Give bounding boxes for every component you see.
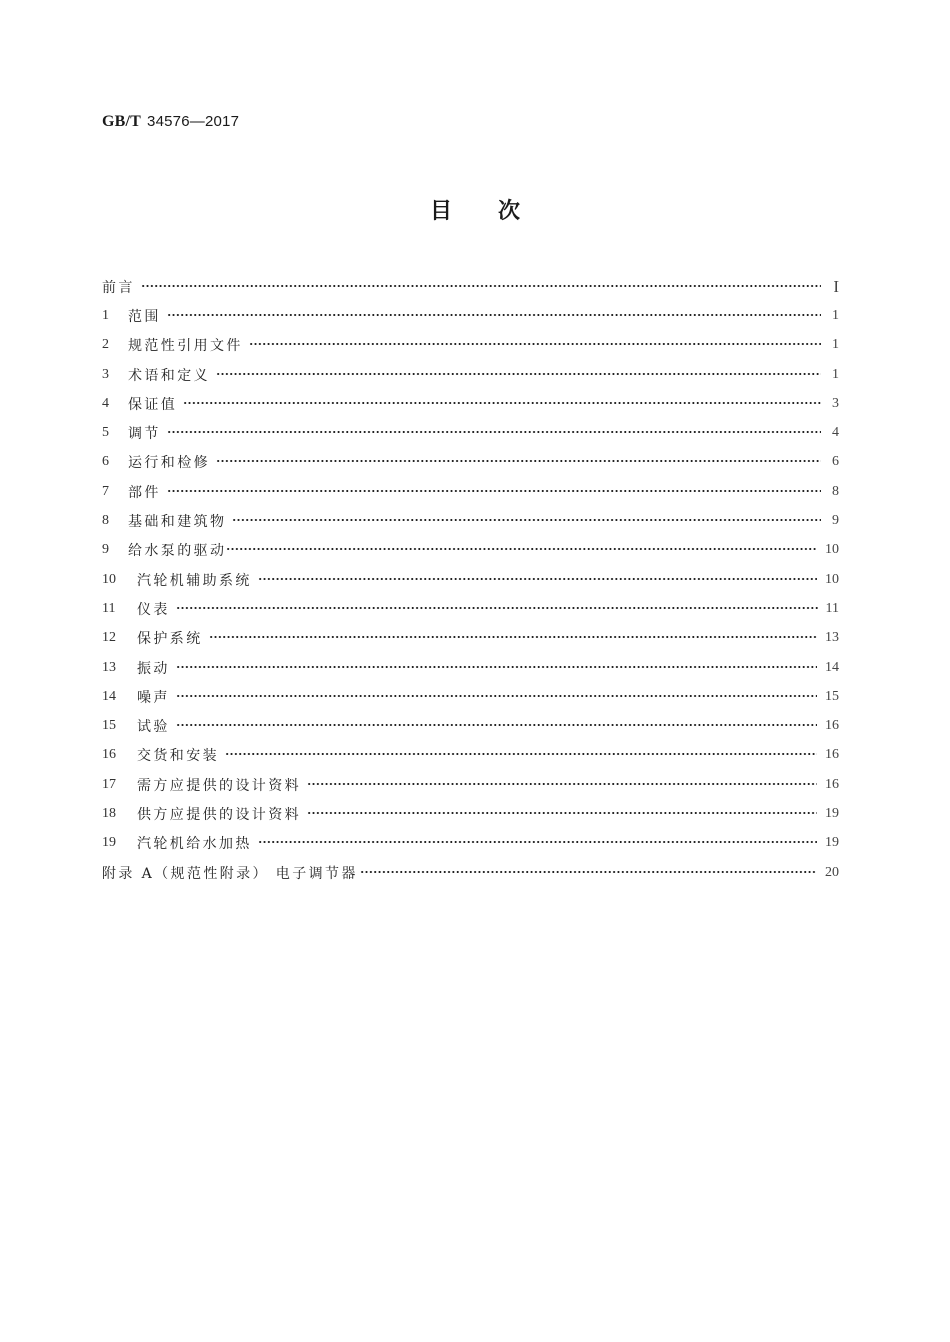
toc-entry[interactable] (102, 301, 839, 330)
dot-leader (258, 835, 817, 849)
toc-entry[interactable] (102, 360, 839, 389)
toc-entry-number: 13 (102, 659, 116, 675)
toc-entry-number: 1 (102, 307, 109, 323)
toc-entry-number: 6 (102, 454, 109, 470)
toc-entry-page: 10 (825, 571, 839, 587)
toc-entry-appendix-a[interactable] (102, 858, 839, 887)
toc-entry-title: 附录 A（规范性附录） 电子调节器 (102, 865, 358, 882)
toc-entry-page: 6 (832, 454, 839, 470)
toc-entry-number: 5 (102, 425, 109, 441)
toc-entry-title: 保护系统 (137, 631, 203, 648)
toc-entry-page: 19 (825, 835, 839, 851)
toc-entry[interactable] (102, 389, 839, 418)
toc-entry-number: 3 (102, 366, 109, 382)
table-of-contents (102, 272, 839, 887)
dot-leader (176, 718, 817, 732)
dot-leader (176, 689, 817, 703)
toc-entry-number: 7 (102, 483, 109, 499)
toc-entry[interactable] (102, 506, 839, 535)
toc-entry-number: 14 (102, 688, 116, 704)
toc-entry-page: 19 (825, 805, 839, 821)
title-char-2: 次 (498, 199, 521, 224)
toc-entry-title: 范围 (128, 308, 161, 325)
dot-leader (232, 513, 821, 527)
toc-entry-title: 前言 (102, 279, 135, 296)
toc-entry-page: 8 (832, 483, 839, 499)
toc-entry[interactable] (102, 653, 839, 682)
toc-entry[interactable] (102, 624, 839, 653)
toc-entry-page: 1 (832, 366, 839, 382)
dot-leader (167, 308, 821, 322)
toc-entry-number: 17 (102, 776, 116, 792)
standard-prefix: GB/T (102, 113, 142, 130)
dot-leader (307, 806, 817, 820)
toc-entry[interactable] (102, 418, 839, 447)
toc-entry-title: 给水泵的驱动 (128, 543, 227, 560)
toc-entry-number: 15 (102, 718, 116, 734)
toc-entry-number: 16 (102, 747, 116, 763)
toc-entry[interactable] (102, 331, 839, 360)
dot-leader (307, 777, 817, 791)
dot-leader (167, 484, 821, 498)
toc-entry-title: 术语和定义 (128, 367, 210, 384)
toc-entry-number: 11 (102, 600, 116, 616)
toc-entry[interactable] (102, 536, 839, 565)
toc-entry-page: 16 (825, 718, 839, 734)
toc-entry-title: 供方应提供的设计资料 (137, 806, 301, 823)
dot-leader (360, 865, 817, 879)
toc-entry-number: 9 (102, 542, 109, 558)
toc-entry-number: 10 (102, 571, 116, 587)
toc-entry[interactable] (102, 565, 839, 594)
toc-entry-number: 18 (102, 805, 116, 821)
toc-entry-page: 16 (825, 776, 839, 792)
toc-entry[interactable] (102, 448, 839, 477)
toc-entry-title: 振动 (137, 660, 170, 677)
toc-entry-title: 噪声 (137, 689, 170, 706)
toc-entry-number: 12 (102, 630, 116, 646)
dot-leader (141, 279, 821, 293)
toc-entry-title: 仪表 (137, 601, 170, 618)
toc-entry-number: 4 (102, 395, 109, 411)
title-char-1: 目 (429, 199, 452, 224)
toc-entry-preface[interactable] (102, 272, 839, 301)
toc-entry-page: 13 (825, 630, 839, 646)
toc-entry-title: 调节 (128, 426, 161, 443)
toc-entry-page: 9 (832, 513, 839, 529)
dot-leader (249, 337, 821, 351)
toc-entry-page: 15 (825, 688, 839, 704)
toc-entry-page: 14 (825, 659, 839, 675)
toc-entry-page: 1 (832, 307, 839, 323)
dot-leader (183, 396, 821, 410)
toc-entry-page: 20 (825, 864, 839, 880)
toc-entry-title: 运行和检修 (128, 455, 210, 472)
toc-entry[interactable] (102, 829, 839, 858)
dot-leader (216, 367, 821, 381)
dot-leader (176, 601, 818, 615)
dot-leader (225, 747, 817, 761)
toc-entry-title: 规范性引用文件 (128, 338, 243, 355)
toc-entry-title: 需方应提供的设计资料 (137, 777, 301, 794)
dot-leader (226, 542, 817, 556)
toc-entry-title: 试验 (137, 719, 170, 736)
standard-code (102, 112, 239, 131)
toc-entry-number: 19 (102, 835, 116, 851)
dot-leader (216, 454, 821, 468)
toc-entry-title: 部件 (128, 484, 161, 501)
toc-entry-page: 1 (832, 337, 839, 353)
dot-leader (209, 630, 817, 644)
toc-entry-number: 8 (102, 513, 109, 529)
toc-entry[interactable] (102, 799, 839, 828)
toc-entry-page: I (833, 276, 839, 296)
dot-leader (258, 572, 817, 586)
toc-entry[interactable] (102, 682, 839, 711)
toc-entry-title: 保证值 (128, 396, 178, 413)
dot-leader (176, 660, 817, 674)
dot-leader (167, 425, 821, 439)
toc-entry-page: 3 (832, 395, 839, 411)
toc-entry-page: 11 (825, 600, 839, 616)
toc-entry-page: 4 (832, 425, 839, 441)
page-title (0, 194, 950, 225)
toc-entry[interactable] (102, 770, 839, 799)
toc-entry-page: 16 (825, 747, 839, 763)
toc-entry-page: 10 (825, 542, 839, 558)
toc-entry-title: 交货和安装 (137, 748, 219, 765)
toc-entry-number: 2 (102, 337, 109, 353)
toc-entry[interactable] (102, 741, 839, 770)
toc-entry-title: 基础和建筑物 (128, 514, 227, 531)
toc-entry[interactable] (102, 477, 839, 506)
toc-entry-title: 汽轮机辅助系统 (137, 572, 252, 589)
toc-entry-title: 汽轮机给水加热 (137, 836, 252, 853)
standard-number: 34576—2017 (147, 113, 240, 130)
toc-entry[interactable] (102, 594, 839, 623)
toc-entry[interactable] (102, 711, 839, 740)
